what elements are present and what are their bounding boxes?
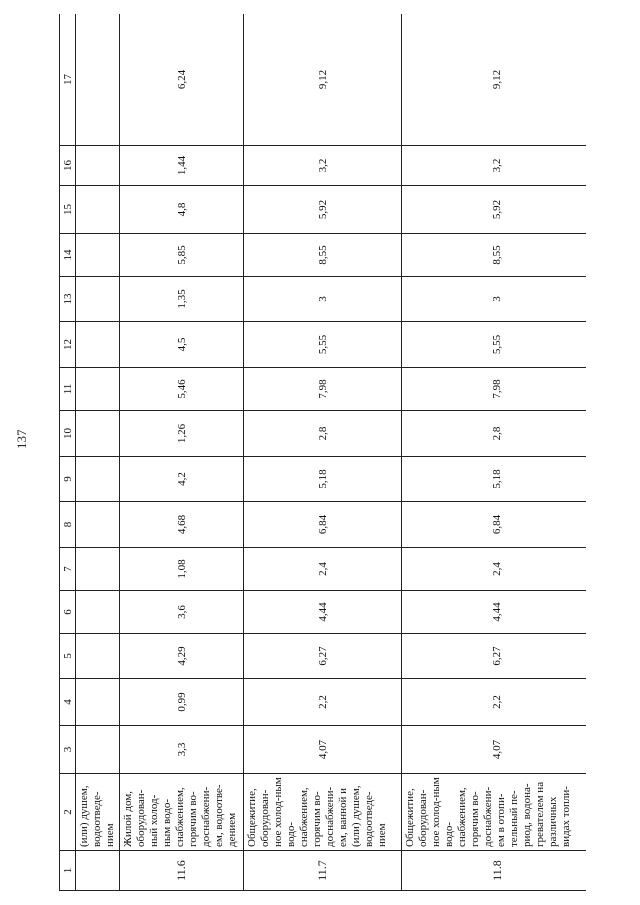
table-cell: 6,84	[244, 502, 402, 548]
table-cell: 3,2	[244, 146, 402, 186]
column-header: 14	[60, 234, 76, 277]
table-cell: 1,26	[120, 411, 244, 457]
table-cell: 8,55	[244, 234, 402, 277]
row-number: 11.8	[402, 851, 587, 891]
table-cell: 3	[244, 277, 402, 322]
table-cell: 4,8	[120, 186, 244, 234]
table-cell: 6,24	[120, 14, 244, 146]
table-cell: 4,07	[402, 726, 587, 774]
table-cell	[76, 146, 120, 186]
tariff-table	[59, 14, 586, 891]
table-cell	[76, 548, 120, 591]
column-header: 12	[60, 322, 76, 368]
row-description: Общежитие, оборудован-ное холод-ным водо-снабжением, горячим во-доснабжени-ем в отопи-тельный пе-риод, водона-гревателем на различных видах топли-	[402, 774, 587, 851]
page-number: 137	[14, 429, 29, 449]
table-row	[402, 14, 587, 891]
column-header: 2	[60, 774, 76, 851]
table-cell: 2,2	[402, 679, 587, 726]
column-header: 17	[60, 14, 76, 146]
table-cell: 5,46	[120, 368, 244, 411]
table-cell: 2,8	[402, 411, 587, 457]
column-header: 15	[60, 186, 76, 234]
table-cell	[76, 14, 120, 146]
column-header: 3	[60, 726, 76, 774]
header-row	[60, 14, 76, 891]
column-header: 6	[60, 591, 76, 634]
table-cell	[76, 726, 120, 774]
row-description: Жилой дом, оборудован-ный холод-ным водо-снабжением, горячим во-доснабжени-ем, водоотве-дением	[120, 774, 244, 851]
column-header: 8	[60, 502, 76, 548]
table-cell: 9,12	[244, 14, 402, 146]
table-cell: 5,18	[402, 457, 587, 502]
column-header: 7	[60, 548, 76, 591]
table-cell: 1,08	[120, 548, 244, 591]
table-cell	[76, 502, 120, 548]
table-row	[120, 14, 244, 891]
table-cell: 2,4	[244, 548, 402, 591]
column-header: 10	[60, 411, 76, 457]
row-description: (или) душем, водоотведе-нием	[76, 774, 120, 851]
table-cell	[76, 234, 120, 277]
table-cell: 3,3	[120, 726, 244, 774]
table-cell: 5,92	[244, 186, 402, 234]
column-header: 1	[60, 851, 76, 891]
table-cell	[76, 411, 120, 457]
table-cell: 4,07	[244, 726, 402, 774]
table-container	[59, 14, 586, 891]
table-cell	[76, 591, 120, 634]
table-cell: 4,5	[120, 322, 244, 368]
column-header: 9	[60, 457, 76, 502]
table-cell: 5,85	[120, 234, 244, 277]
table-row	[76, 14, 120, 891]
table-cell: 3,2	[402, 146, 587, 186]
column-header: 5	[60, 634, 76, 679]
table-cell: 7,98	[244, 368, 402, 411]
row-number	[76, 851, 120, 891]
table-cell	[76, 634, 120, 679]
table-cell: 6,84	[402, 502, 587, 548]
table-cell: 3,6	[120, 591, 244, 634]
table-cell: 2,8	[244, 411, 402, 457]
column-header: 11	[60, 368, 76, 411]
table-cell: 4,44	[402, 591, 587, 634]
table-cell: 4,29	[120, 634, 244, 679]
table-cell: 8,55	[402, 234, 587, 277]
table-cell: 4,2	[120, 457, 244, 502]
table-cell: 5,55	[402, 322, 587, 368]
row-number: 11.6	[120, 851, 244, 891]
table-row	[244, 14, 402, 891]
row-number: 11.7	[244, 851, 402, 891]
column-header: 4	[60, 679, 76, 726]
table-cell: 4,68	[120, 502, 244, 548]
row-description: Общежитие, оборудован-ное холод-ным водо-снабжением, горячим во-доснабжени-ем, ванной и (или) душем, водоотведе-нием	[244, 774, 402, 851]
table-cell: 4,44	[244, 591, 402, 634]
table-cell: 7,98	[402, 368, 587, 411]
table-cell: 5,92	[402, 186, 587, 234]
table-cell: 0,99	[120, 679, 244, 726]
table-cell	[76, 322, 120, 368]
table-cell	[76, 457, 120, 502]
table-cell: 2,4	[402, 548, 587, 591]
table-cell: 6,27	[244, 634, 402, 679]
table-cell: 3	[402, 277, 587, 322]
table-cell: 9,12	[402, 14, 587, 146]
table-cell	[76, 679, 120, 726]
table-cell	[76, 277, 120, 322]
column-header: 16	[60, 146, 76, 186]
table-cell: 2,2	[244, 679, 402, 726]
table-cell: 6,27	[402, 634, 587, 679]
table-cell: 1,44	[120, 146, 244, 186]
table-cell: 5,55	[244, 322, 402, 368]
table-cell: 5,18	[244, 457, 402, 502]
table-cell: 1,35	[120, 277, 244, 322]
column-header: 13	[60, 277, 76, 322]
table-cell	[76, 368, 120, 411]
table-cell	[76, 186, 120, 234]
